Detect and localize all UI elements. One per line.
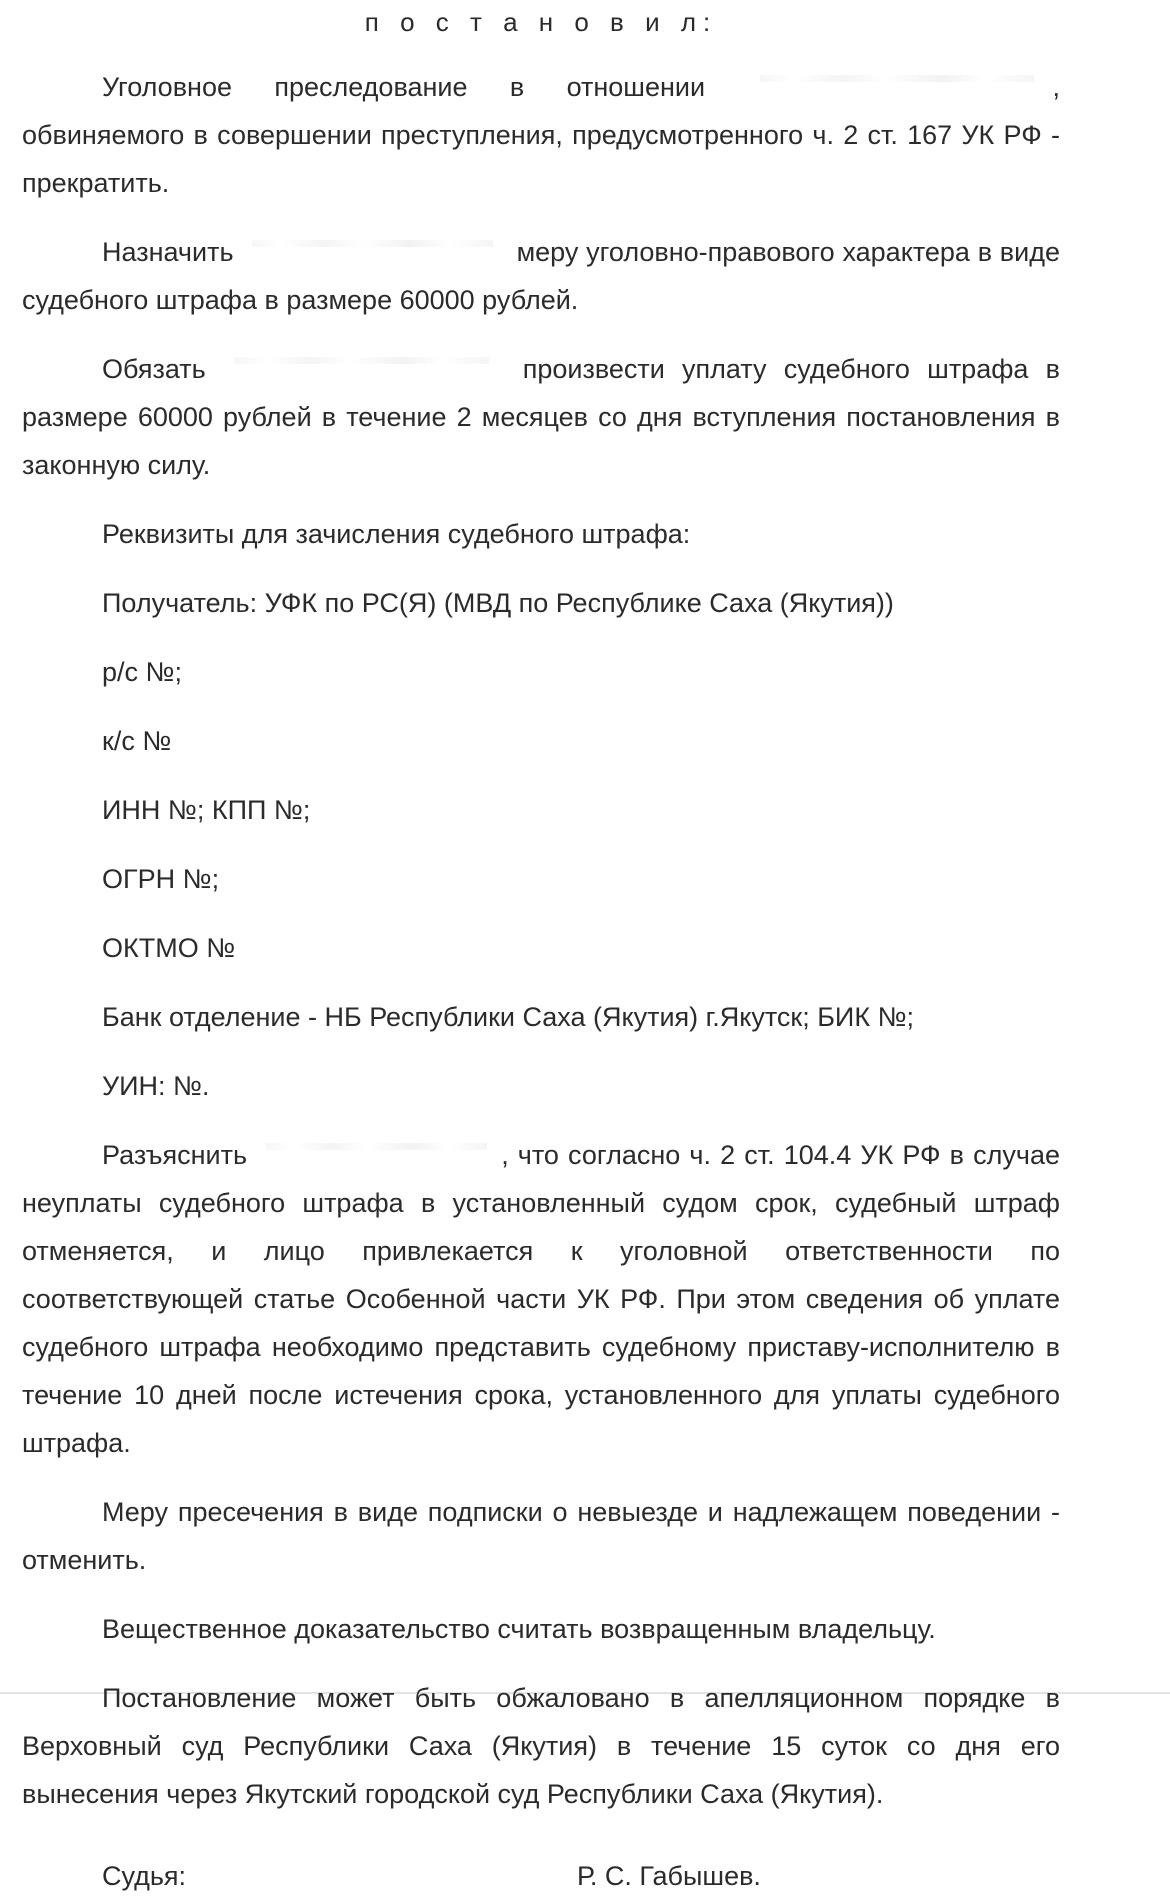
paragraph-assign-fine bbox=[22, 207, 1060, 324]
paragraph-termination bbox=[22, 42, 1060, 207]
document-body bbox=[22, 0, 1060, 1900]
requisite-bank-branch: Банк отделение - НБ Республики Саха (Якутия) г.Якутск; БИК №; bbox=[102, 1002, 915, 1032]
obligate-payment-text-before-redaction: Обязать bbox=[102, 354, 223, 384]
requisite-recipient: Получатель: УФК по РС(Я) (МВД по Республике Саха (Якутия)) bbox=[102, 588, 894, 618]
signature-block bbox=[22, 1818, 1060, 1900]
decision-heading: п о с т а н о в и л: bbox=[364, 7, 718, 37]
redacted-defendant-name-2 bbox=[241, 228, 509, 276]
requisite-inn-kpp: ИНН №; КПП №; bbox=[102, 795, 311, 825]
paragraph-appeal: Постановление может быть обжаловано в апелляционном порядке в Верховный суд Республики Саха (Якутия) в течение 15 суток со дня его вынесения через Якутский городской суд Республики Саха (Якутия). bbox=[22, 1683, 1060, 1809]
paragraph-explain-consequences bbox=[22, 1110, 1060, 1467]
paragraph-obligate-payment bbox=[22, 324, 1060, 489]
obligate-payment-text-after-redaction: произвести уплату судебного штрафа в размере 60000 рублей в течение 2 месяцев со дня вступления постановления в законную силу. bbox=[22, 354, 1061, 480]
requisite-settlement-account: р/с №; bbox=[102, 657, 182, 687]
redacted-defendant-name-4 bbox=[256, 1131, 501, 1179]
requisite-oktmo: ОКТМО № bbox=[102, 933, 236, 963]
requisites-intro: Реквизиты для зачисления судебного штрафа: bbox=[102, 519, 691, 549]
explain-text-before-redaction: Разъяснить bbox=[102, 1140, 257, 1170]
redacted-defendant-name-1 bbox=[747, 63, 1052, 111]
explain-text-after-redaction: , что согласно ч. 2 ст. 104.4 УК РФ в случае неуплаты судебного штрафа в установленный судом срок, судебный штраф отменяется, и лицо привлекается к уголовной ответственности по соответствующей статье Особенной части УК РФ. При этом сведения об уплате судебного штрафа необходимо представить судебному приставу-исполнителю в течение 10 дней после истечения срока, установленного для уплаты судебного штрафа. bbox=[22, 1140, 1060, 1458]
termination-text-before-redaction: Уголовное преследование в отношении bbox=[102, 72, 748, 102]
requisite-uin: УИН: №. bbox=[102, 1071, 210, 1101]
assign-fine-text-before-redaction: Назначить bbox=[102, 237, 242, 267]
requisite-ogrn: ОГРН №; bbox=[102, 864, 220, 894]
requisite-correspondent-account: к/с № bbox=[102, 726, 172, 756]
assign-fine-text-after-redaction: меру уголовно-правового характера в виде судебного штрафа в размере 60000 рублей. bbox=[22, 237, 1060, 315]
redacted-defendant-name-3 bbox=[223, 345, 506, 393]
termination-text-after-redaction: , обвиняемого в совершении преступления, предусмотренного ч. 2 ст. 167 УК РФ - прекратить. bbox=[22, 72, 1060, 198]
paragraph-material-evidence: Вещественное доказательство считать возвращенным владельцу. bbox=[102, 1614, 936, 1644]
judge-label: Судья: bbox=[102, 1861, 187, 1891]
judge-name: Р. С. Габышев. bbox=[577, 1861, 761, 1891]
paragraph-preventive-measure: Меру пресечения в виде подписки о невыезде и надлежащем поведении - отменить. bbox=[22, 1497, 1060, 1575]
